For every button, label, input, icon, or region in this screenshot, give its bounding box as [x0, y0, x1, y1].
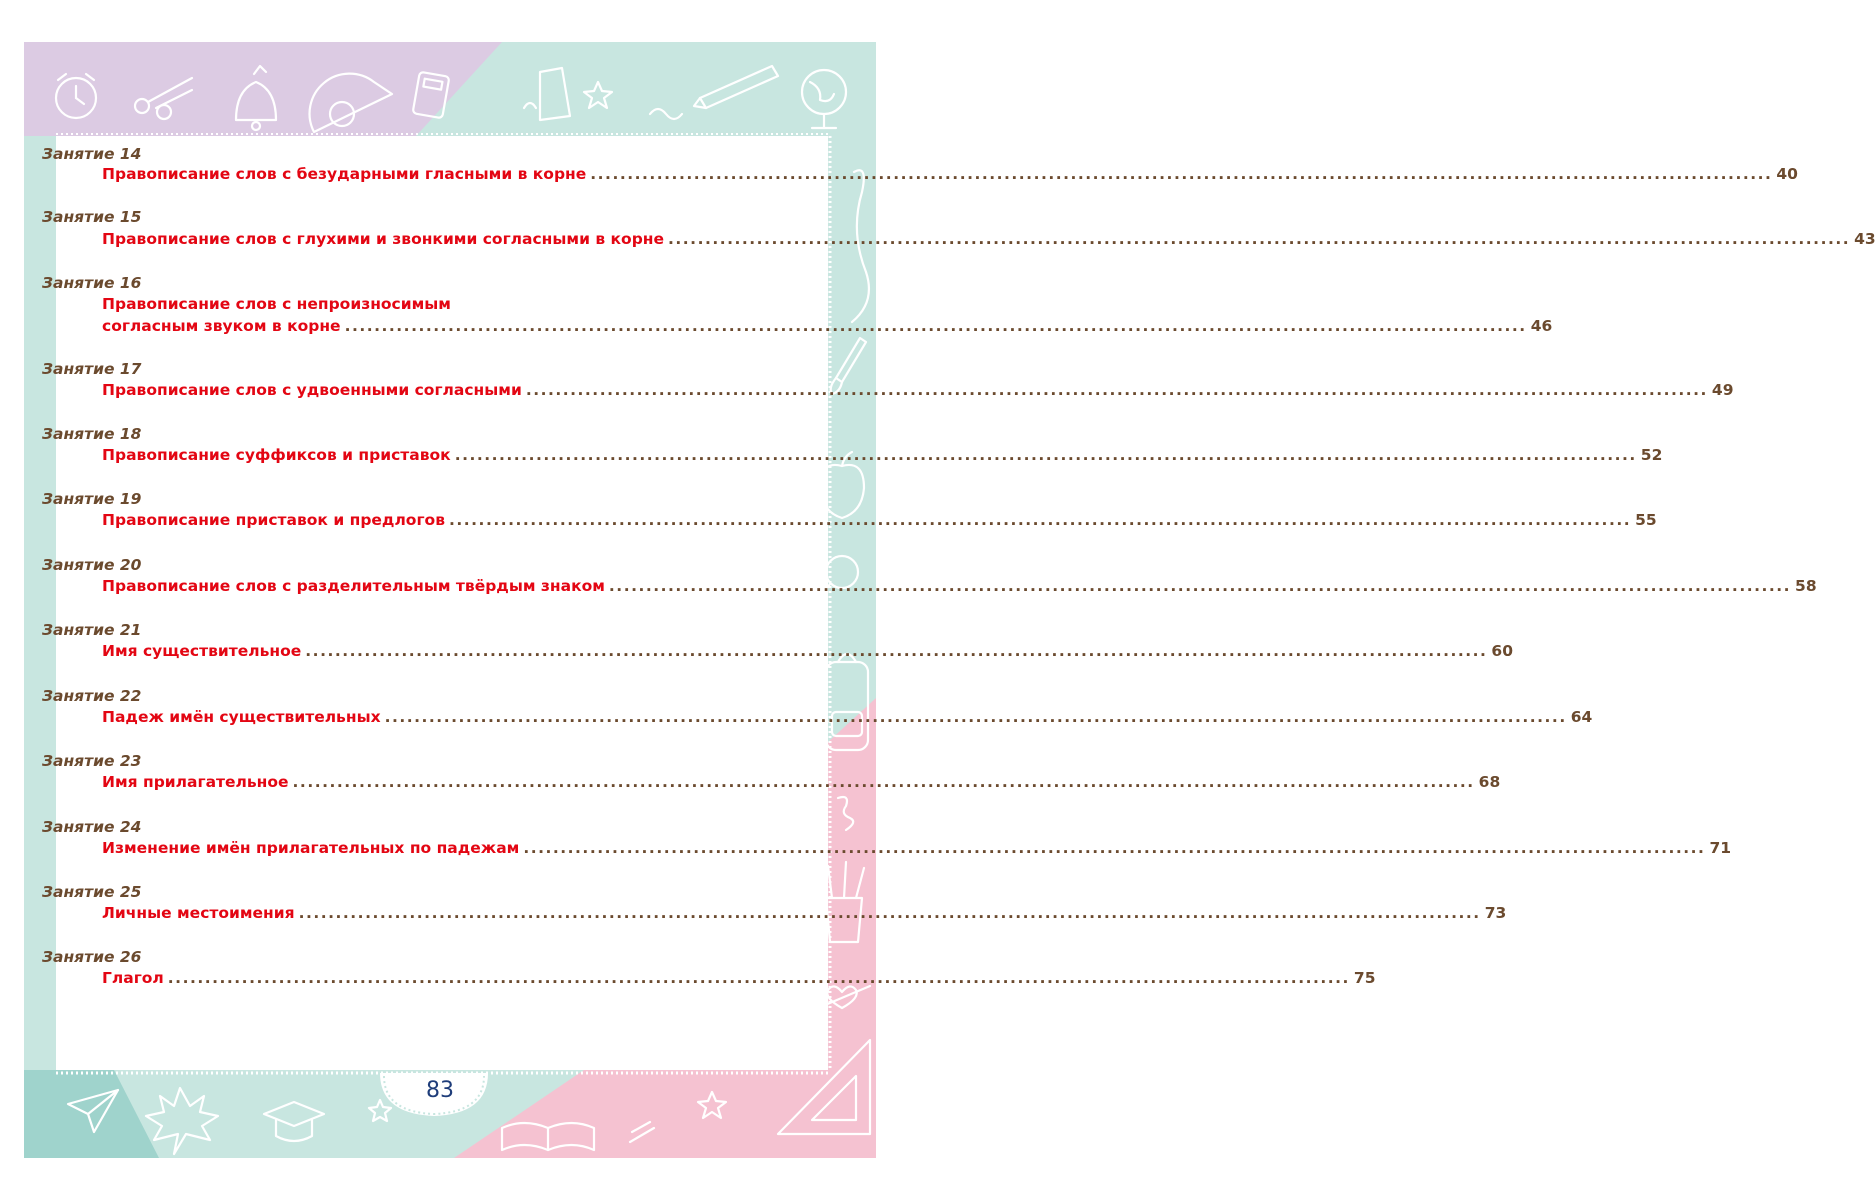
- dot-leader: ................................................................................................................................................................: [298, 904, 1481, 922]
- lesson-label: Занятие 22: [42, 687, 142, 705]
- lesson-label: Занятие 20: [42, 556, 142, 574]
- dot-leader: ................................................................................................................................................................: [305, 642, 1488, 660]
- toc-line: [102, 316, 1553, 336]
- dot-leader: ................................................................................................................................................................: [384, 708, 1567, 726]
- toc-line: [102, 641, 1513, 661]
- lesson-label: Занятие 21: [42, 621, 142, 639]
- page-ref: 71: [1709, 839, 1732, 857]
- dot-leader: ................................................................................................................................................................: [344, 317, 1527, 335]
- page-frame: [24, 42, 876, 1158]
- toc-line: [102, 510, 1657, 530]
- toc-line: [102, 903, 1507, 923]
- toc-line: [102, 968, 1376, 988]
- dot-leader: ................................................................................................................................................................: [523, 839, 1706, 857]
- page-ref: 64: [1570, 708, 1593, 726]
- toc-line: [102, 445, 1663, 465]
- lesson-label: Занятие 16: [42, 274, 142, 292]
- lesson-title: Личные местоимения: [102, 904, 295, 922]
- page-ref: 68: [1478, 773, 1501, 791]
- dot-leader: ................................................................................................................................................................: [292, 773, 1475, 791]
- lesson-title: Правописание слов с разделительным твёрдым знаком: [102, 577, 605, 595]
- page-ref: 60: [1491, 642, 1513, 660]
- toc-line: [102, 229, 1876, 249]
- dot-leader: ................................................................................................................................................................: [525, 381, 1708, 399]
- toc-line: [102, 576, 1817, 596]
- lesson-label: Занятие 15: [42, 208, 142, 226]
- lesson-label: Занятие 25: [42, 883, 142, 901]
- lesson-title: Имя существительное: [102, 642, 302, 660]
- toc-line: [102, 838, 1732, 858]
- lesson-label: Занятие 19: [42, 490, 142, 508]
- content-panel: [56, 136, 828, 1070]
- toc-line: [102, 707, 1593, 727]
- lesson-title: Правописание суффиксов и приставок: [102, 446, 451, 464]
- toc-line: [102, 380, 1734, 400]
- lesson-title: Правописание слов с безударными гласными в корне: [102, 165, 587, 183]
- lesson-title: Правописание приставок и предлогов: [102, 511, 445, 529]
- dot-leader: ................................................................................................................................................................: [167, 969, 1350, 987]
- page-ref: 75: [1353, 969, 1376, 987]
- page-ref: 43: [1854, 230, 1876, 248]
- page-ref: 46: [1530, 317, 1553, 335]
- lesson-label: Занятие 18: [42, 425, 142, 443]
- toc-line: [102, 164, 1798, 184]
- toc-line: [102, 772, 1501, 792]
- dot-leader: ................................................................................................................................................................: [449, 511, 1632, 529]
- lesson-title: Падеж имён существительных: [102, 708, 381, 726]
- lesson-label: Занятие 14: [42, 145, 142, 163]
- page-ref: 40: [1776, 165, 1798, 183]
- dot-leader: ................................................................................................................................................................: [668, 230, 1851, 248]
- page-ref: 58: [1795, 577, 1817, 595]
- page-number: 83: [426, 1078, 454, 1103]
- lesson-title: Имя прилагательное: [102, 773, 289, 791]
- dot-leader: ................................................................................................................................................................: [454, 446, 1637, 464]
- lesson-title: Правописание слов с глухими и звонкими согласными в корне: [102, 230, 665, 248]
- dot-leader: ................................................................................................................................................................: [590, 165, 1773, 183]
- page-ref: 55: [1635, 511, 1657, 529]
- lesson-label: Занятие 26: [42, 948, 142, 966]
- lesson-title: Изменение имён прилагательных по падежам: [102, 839, 520, 857]
- lesson-title: согласным звуком в корне: [102, 317, 341, 335]
- lesson-title: Правописание слов с удвоенными согласными: [102, 381, 522, 399]
- lesson-title-line1: Правописание слов с непроизносимым: [102, 295, 451, 313]
- page-ref: 52: [1640, 446, 1663, 464]
- page-ref: 73: [1484, 904, 1507, 922]
- lesson-label: Занятие 23: [42, 752, 142, 770]
- page-ref: 49: [1711, 381, 1734, 399]
- lesson-title: Глагол: [102, 969, 164, 987]
- lesson-label: Занятие 17: [42, 360, 142, 378]
- lesson-label: Занятие 24: [42, 818, 142, 836]
- dot-leader: ................................................................................................................................................................: [608, 577, 1792, 595]
